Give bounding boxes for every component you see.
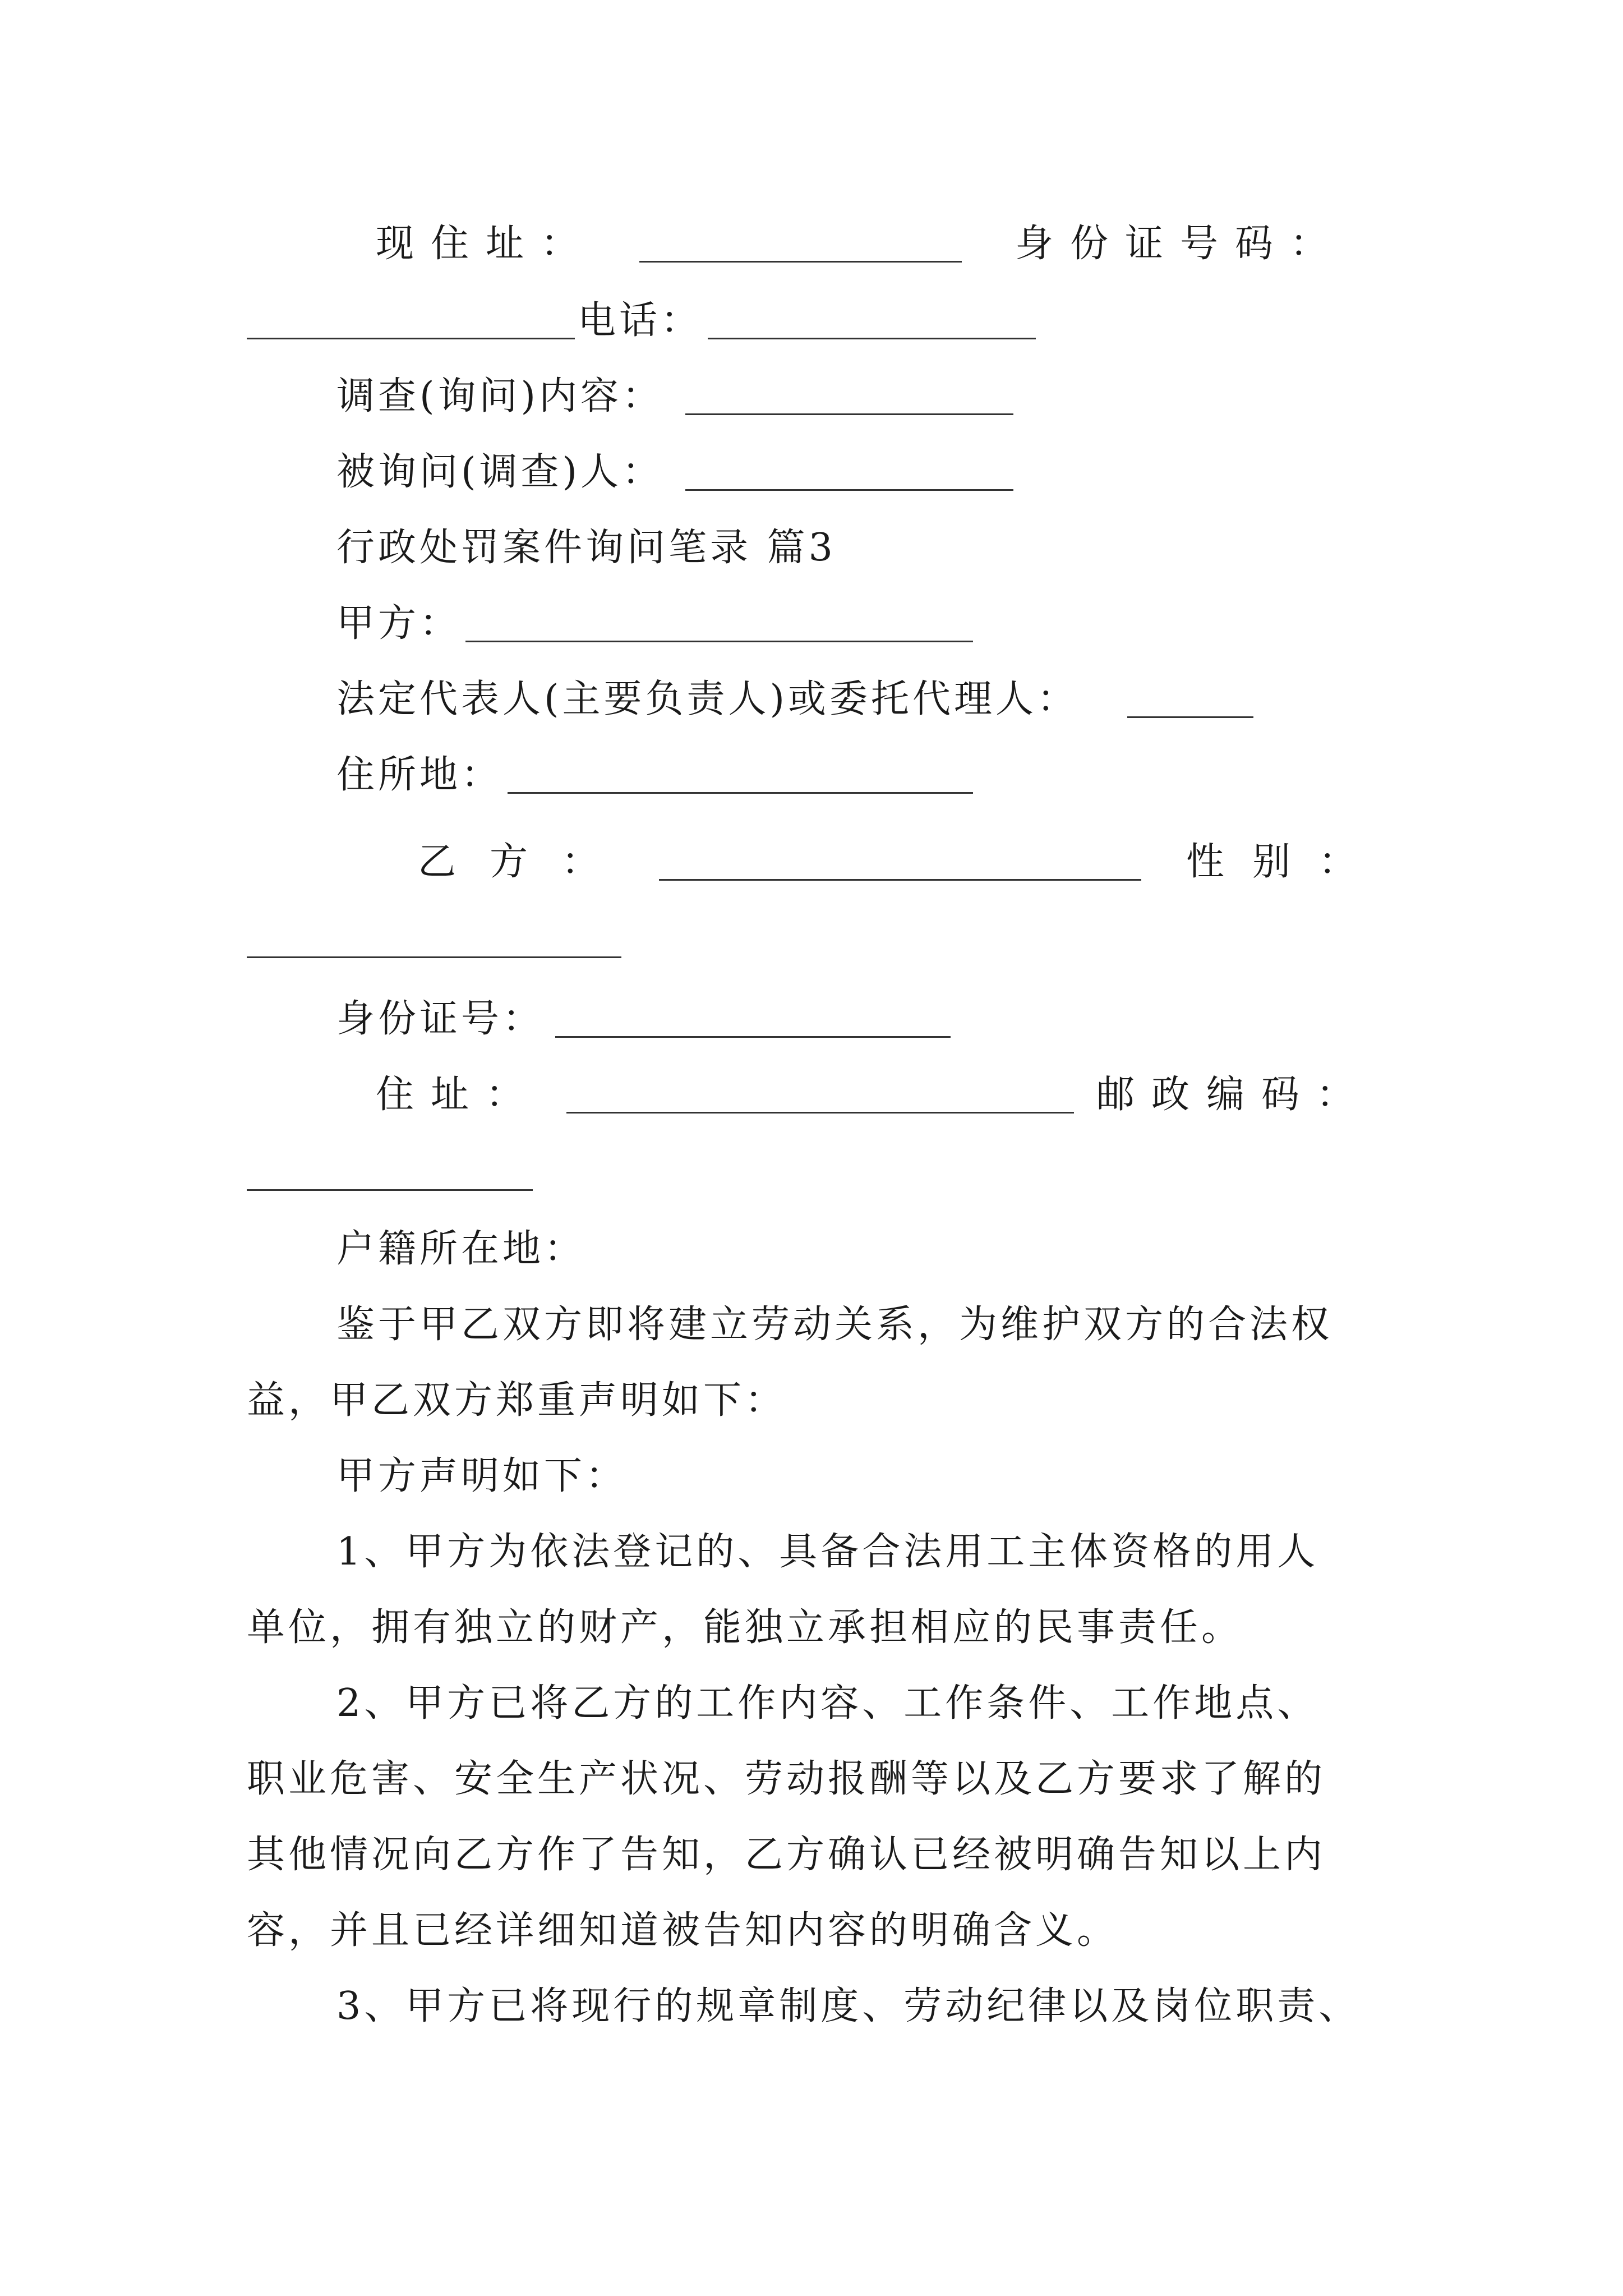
interviewee-label: 被询问(调查)人： bbox=[336, 450, 664, 494]
address-label: 住址： bbox=[376, 1073, 541, 1117]
clause-1-line-2: 单位，拥有独立的财产，能独立承担相应的民事责任。 bbox=[247, 1605, 1243, 1650]
clause-2-line-1: 2、甲方已将乙方的工作内容、工作条件、工作地点、 bbox=[336, 1681, 1319, 1726]
postal-code-blank bbox=[247, 1189, 533, 1191]
clause-3-line-1: 3、甲方已将现行的规章制度、劳动纪律以及岗位职责、 bbox=[336, 1984, 1361, 2028]
inquiry-content-blank bbox=[685, 413, 1013, 415]
clause-2-line-4: 容，并且已经详细知道被告知内容的明确含义。 bbox=[247, 1908, 1119, 1953]
id-number-blank bbox=[247, 338, 575, 339]
party-b-blank bbox=[659, 879, 1141, 881]
interviewee-blank bbox=[685, 489, 1013, 491]
party-a-declares: 甲方声明如下： bbox=[336, 1454, 628, 1498]
section-title: 行政处罚案件询问笔录 篇3 bbox=[336, 526, 836, 570]
party-a-label: 甲方： bbox=[336, 601, 462, 646]
household-registration-label: 户籍所在地： bbox=[336, 1227, 586, 1271]
party-b-label: 乙方： bbox=[418, 840, 634, 884]
party-a-blank bbox=[465, 641, 973, 642]
legal-representative-blank bbox=[1127, 716, 1253, 718]
clause-1-line-1: 1、甲方为依法登记的、具备合法用工主体资格的用人 bbox=[336, 1530, 1319, 1574]
phone-label: 电话： bbox=[578, 298, 703, 343]
domicile-label: 住所地： bbox=[336, 753, 503, 797]
clause-2-line-2: 职业危害、安全生产状况、劳动报酬等以及乙方要求了解的 bbox=[247, 1757, 1326, 1801]
phone-blank bbox=[708, 338, 1036, 339]
paragraph-intro-line-1: 鉴于甲乙双方即将建立劳动关系，为维护双方的合法权 bbox=[336, 1303, 1333, 1347]
id-card-label: 身份证号： bbox=[336, 997, 545, 1041]
gender-label: 性别： bbox=[1186, 840, 1385, 884]
legal-representative-label: 法定代表人(主要负责人)或委托代理人： bbox=[336, 677, 1079, 721]
gender-blank bbox=[247, 956, 621, 958]
current-address-label: 现住址： bbox=[376, 222, 596, 266]
inquiry-content-label: 调查(询问)内容： bbox=[336, 374, 664, 418]
id-number-label: 身份证号码： bbox=[1015, 222, 1345, 266]
id-card-blank bbox=[555, 1036, 951, 1038]
current-address-blank bbox=[639, 261, 962, 263]
postal-code-label: 邮政编码： bbox=[1096, 1073, 1372, 1117]
address-blank bbox=[566, 1112, 1074, 1114]
paragraph-intro-line-2: 益，甲乙双方郑重声明如下： bbox=[247, 1378, 787, 1423]
domicile-blank bbox=[508, 792, 973, 794]
clause-2-line-3: 其他情况向乙方作了告知，乙方确认已经被明确告知以上内 bbox=[247, 1833, 1326, 1877]
